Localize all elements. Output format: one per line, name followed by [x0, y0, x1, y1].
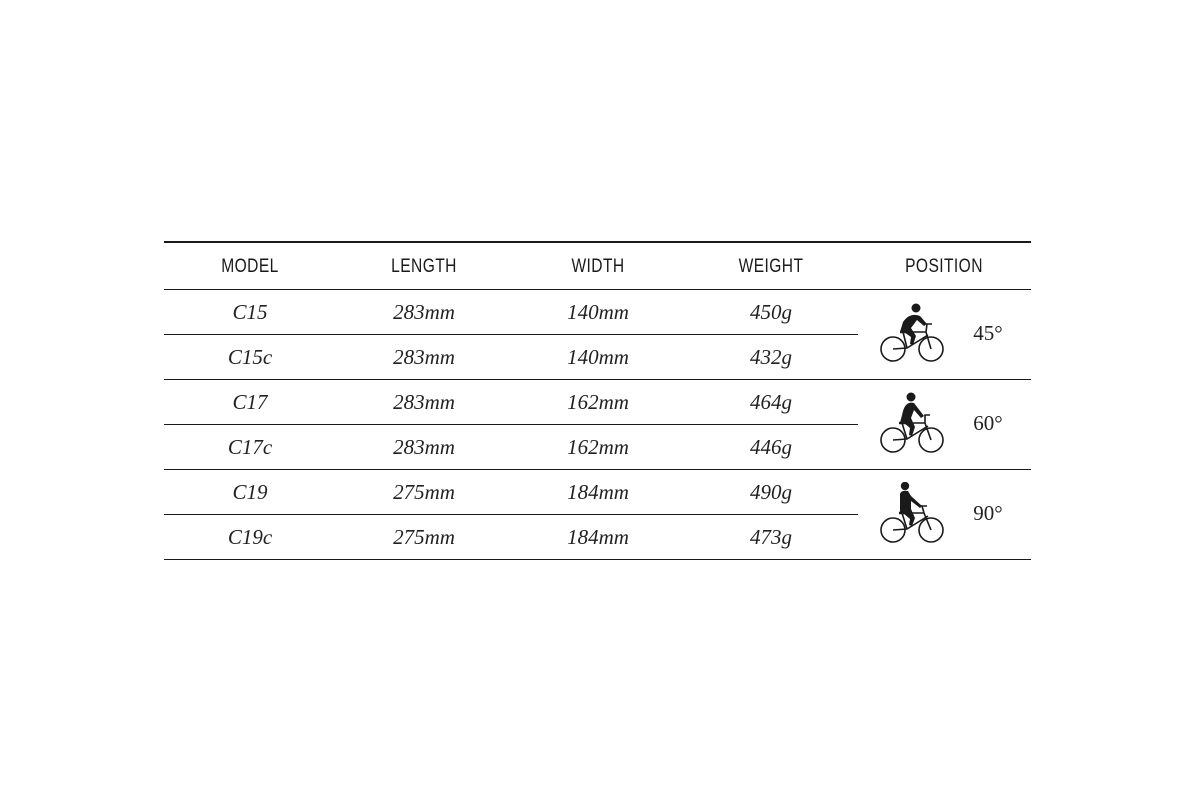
- row-divider: [164, 334, 858, 335]
- header-length: LENGTH: [391, 256, 457, 277]
- cyclist-90-icon: [880, 482, 944, 546]
- row-divider: [164, 514, 858, 515]
- cell-length: 283mm: [393, 300, 455, 324]
- cell-model: C19c: [227, 525, 273, 549]
- group-divider: [164, 379, 1031, 380]
- cell-length: 283mm: [393, 345, 455, 369]
- cell-weight: 450g: [750, 300, 792, 324]
- table-top-rule: [164, 241, 1031, 243]
- position-angle: 45°: [973, 321, 1003, 345]
- cell-model: C17: [232, 390, 268, 414]
- row-divider: [164, 424, 858, 425]
- cell-width: 184mm: [567, 480, 629, 504]
- cell-model: C15c: [227, 345, 273, 369]
- cell-weight: 490g: [750, 480, 792, 504]
- cell-width: 162mm: [567, 390, 629, 414]
- cell-width: 140mm: [567, 300, 629, 324]
- cyclist-45-icon: [880, 302, 944, 366]
- position-angle: 90°: [973, 501, 1003, 525]
- cell-model: C15: [232, 300, 268, 324]
- cell-model: C19: [232, 480, 268, 504]
- cell-model: C17c: [227, 435, 273, 459]
- cell-length: 275mm: [393, 525, 455, 549]
- cell-weight: 446g: [750, 435, 792, 459]
- header-rule: [164, 289, 1031, 290]
- cell-length: 275mm: [393, 480, 455, 504]
- cell-width: 162mm: [567, 435, 629, 459]
- table-bottom-rule: [164, 559, 1031, 560]
- position-angle: 60°: [973, 411, 1003, 435]
- cell-weight: 432g: [750, 345, 792, 369]
- header-width: WIDTH: [571, 256, 625, 277]
- cell-weight: 473g: [750, 525, 792, 549]
- cell-width: 184mm: [567, 525, 629, 549]
- header-model: MODEL: [221, 256, 279, 277]
- cell-width: 140mm: [567, 345, 629, 369]
- group-divider: [164, 469, 1031, 470]
- header-weight: WEIGHT: [738, 256, 804, 277]
- saddle-spec-table: [164, 241, 1031, 561]
- header-position: POSITION: [905, 256, 983, 277]
- cell-length: 283mm: [393, 390, 455, 414]
- cell-length: 283mm: [393, 435, 455, 459]
- cyclist-60-icon: [880, 392, 944, 456]
- cell-weight: 464g: [750, 390, 792, 414]
